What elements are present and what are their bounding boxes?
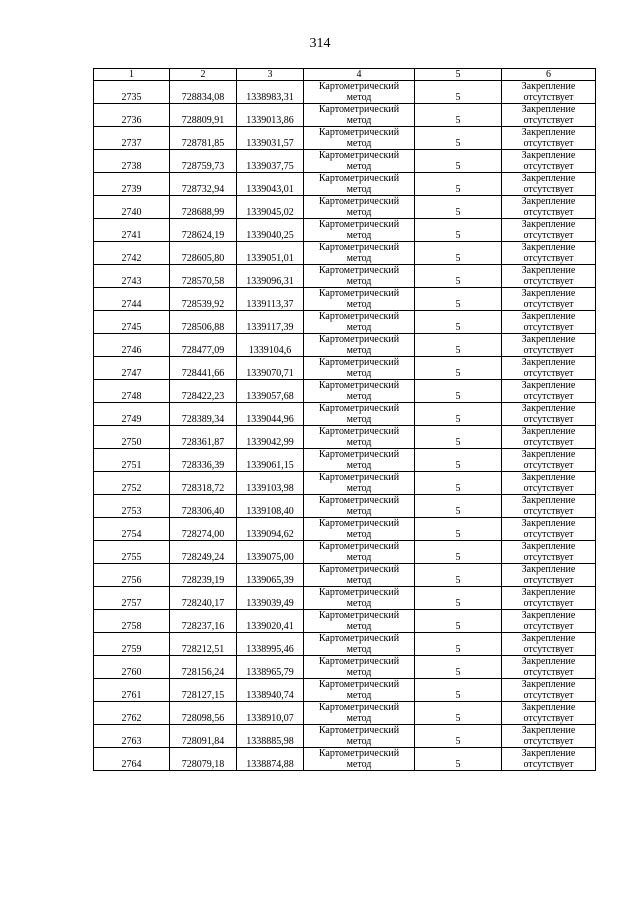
fixing-description-cell: Закрепление отсутствует <box>502 633 596 656</box>
accuracy-cell: 5 <box>415 196 502 219</box>
y-coordinate-cell: 1339051,01 <box>237 242 304 265</box>
y-coordinate-cell: 1338910,07 <box>237 702 304 725</box>
fixing-description-cell: Закрепление отсутствует <box>502 702 596 725</box>
y-coordinate-cell: 1339044,96 <box>237 403 304 426</box>
x-coordinate-cell: 728422,23 <box>170 380 237 403</box>
accuracy-cell: 5 <box>415 334 502 357</box>
point-number-cell: 2753 <box>94 495 170 518</box>
x-coordinate-cell: 728274,00 <box>170 518 237 541</box>
x-coordinate-cell: 728156,24 <box>170 656 237 679</box>
y-coordinate-cell: 1339043,01 <box>237 173 304 196</box>
column-header: 5 <box>415 69 502 81</box>
method-cell: Картометрический метод <box>304 104 415 127</box>
table-row <box>94 633 596 656</box>
x-coordinate-cell: 728605,80 <box>170 242 237 265</box>
point-number-cell: 2761 <box>94 679 170 702</box>
y-coordinate-cell: 1339057,68 <box>237 380 304 403</box>
x-coordinate-cell: 728336,39 <box>170 449 237 472</box>
accuracy-cell: 5 <box>415 656 502 679</box>
point-number-cell: 2749 <box>94 403 170 426</box>
method-cell: Картометрический метод <box>304 357 415 380</box>
fixing-description-cell: Закрепление отсутствует <box>502 426 596 449</box>
table-row <box>94 748 596 771</box>
fixing-description-cell: Закрепление отсутствует <box>502 725 596 748</box>
accuracy-cell: 5 <box>415 748 502 771</box>
accuracy-cell: 5 <box>415 610 502 633</box>
point-number-cell: 2750 <box>94 426 170 449</box>
fixing-description-cell: Закрепление отсутствует <box>502 242 596 265</box>
table-row <box>94 610 596 633</box>
fixing-description-cell: Закрепление отсутствует <box>502 518 596 541</box>
method-cell: Картометрический метод <box>304 265 415 288</box>
point-number-cell: 2758 <box>94 610 170 633</box>
point-number-cell: 2738 <box>94 150 170 173</box>
accuracy-cell: 5 <box>415 587 502 610</box>
accuracy-cell: 5 <box>415 311 502 334</box>
fixing-description-cell: Закрепление отсутствует <box>502 564 596 587</box>
method-cell: Картометрический метод <box>304 196 415 219</box>
fixing-description-cell: Закрепление отсутствует <box>502 173 596 196</box>
table-row <box>94 334 596 357</box>
method-cell: Картометрический метод <box>304 541 415 564</box>
method-cell: Картометрический метод <box>304 748 415 771</box>
point-number-cell: 2739 <box>94 173 170 196</box>
y-coordinate-cell: 1339039,49 <box>237 587 304 610</box>
x-coordinate-cell: 728306,40 <box>170 495 237 518</box>
coordinates-table <box>93 68 596 771</box>
accuracy-cell: 5 <box>415 426 502 449</box>
point-number-cell: 2752 <box>94 472 170 495</box>
method-cell: Картометрический метод <box>304 403 415 426</box>
method-cell: Картометрический метод <box>304 518 415 541</box>
method-cell: Картометрический метод <box>304 449 415 472</box>
table-row <box>94 104 596 127</box>
table-row <box>94 472 596 495</box>
accuracy-cell: 5 <box>415 518 502 541</box>
y-coordinate-cell: 1339070,71 <box>237 357 304 380</box>
accuracy-cell: 5 <box>415 219 502 242</box>
point-number-cell: 2759 <box>94 633 170 656</box>
table-header-row <box>94 69 596 81</box>
method-cell: Картометрический метод <box>304 81 415 104</box>
fixing-description-cell: Закрепление отсутствует <box>502 104 596 127</box>
fixing-description-cell: Закрепление отсутствует <box>502 541 596 564</box>
table-row <box>94 242 596 265</box>
y-coordinate-cell: 1338940,74 <box>237 679 304 702</box>
method-cell: Картометрический метод <box>304 150 415 173</box>
accuracy-cell: 5 <box>415 725 502 748</box>
accuracy-cell: 5 <box>415 495 502 518</box>
fixing-description-cell: Закрепление отсутствует <box>502 288 596 311</box>
point-number-cell: 2748 <box>94 380 170 403</box>
x-coordinate-cell: 728237,16 <box>170 610 237 633</box>
table-row <box>94 265 596 288</box>
point-number-cell: 2754 <box>94 518 170 541</box>
point-number-cell: 2737 <box>94 127 170 150</box>
table-row <box>94 587 596 610</box>
y-coordinate-cell: 1339075,00 <box>237 541 304 564</box>
fixing-description-cell: Закрепление отсутствует <box>502 150 596 173</box>
y-coordinate-cell: 1339042,99 <box>237 426 304 449</box>
fixing-description-cell: Закрепление отсутствует <box>502 265 596 288</box>
x-coordinate-cell: 728506,88 <box>170 311 237 334</box>
point-number-cell: 2757 <box>94 587 170 610</box>
method-cell: Картометрический метод <box>304 242 415 265</box>
accuracy-cell: 5 <box>415 81 502 104</box>
fixing-description-cell: Закрепление отсутствует <box>502 334 596 357</box>
y-coordinate-cell: 1339117,39 <box>237 311 304 334</box>
method-cell: Картометрический метод <box>304 127 415 150</box>
table-row <box>94 656 596 679</box>
y-coordinate-cell: 1339104,6 <box>237 334 304 357</box>
table-row <box>94 495 596 518</box>
table-row <box>94 173 596 196</box>
x-coordinate-cell: 728781,85 <box>170 127 237 150</box>
y-coordinate-cell: 1339013,86 <box>237 104 304 127</box>
y-coordinate-cell: 1338965,79 <box>237 656 304 679</box>
x-coordinate-cell: 728240,17 <box>170 587 237 610</box>
column-header: 6 <box>502 69 596 81</box>
table-row <box>94 541 596 564</box>
y-coordinate-cell: 1339031,57 <box>237 127 304 150</box>
point-number-cell: 2747 <box>94 357 170 380</box>
method-cell: Картометрический метод <box>304 633 415 656</box>
table-row <box>94 426 596 449</box>
x-coordinate-cell: 728834,08 <box>170 81 237 104</box>
x-coordinate-cell: 728477,09 <box>170 334 237 357</box>
table-row <box>94 380 596 403</box>
method-cell: Картометрический метод <box>304 702 415 725</box>
method-cell: Картометрический метод <box>304 311 415 334</box>
method-cell: Картометрический метод <box>304 426 415 449</box>
accuracy-cell: 5 <box>415 104 502 127</box>
table-row <box>94 403 596 426</box>
fixing-description-cell: Закрепление отсутствует <box>502 748 596 771</box>
x-coordinate-cell: 728091,84 <box>170 725 237 748</box>
method-cell: Картометрический метод <box>304 564 415 587</box>
x-coordinate-cell: 728809,91 <box>170 104 237 127</box>
accuracy-cell: 5 <box>415 541 502 564</box>
y-coordinate-cell: 1339094,62 <box>237 518 304 541</box>
y-coordinate-cell: 1339113,37 <box>237 288 304 311</box>
x-coordinate-cell: 728732,94 <box>170 173 237 196</box>
x-coordinate-cell: 728361,87 <box>170 426 237 449</box>
y-coordinate-cell: 1339065,39 <box>237 564 304 587</box>
x-coordinate-cell: 728539,92 <box>170 288 237 311</box>
table-row <box>94 150 596 173</box>
table-row <box>94 127 596 150</box>
x-coordinate-cell: 728239,19 <box>170 564 237 587</box>
accuracy-cell: 5 <box>415 242 502 265</box>
accuracy-cell: 5 <box>415 265 502 288</box>
method-cell: Картометрический метод <box>304 610 415 633</box>
accuracy-cell: 5 <box>415 403 502 426</box>
accuracy-cell: 5 <box>415 127 502 150</box>
y-coordinate-cell: 1338995,46 <box>237 633 304 656</box>
method-cell: Картометрический метод <box>304 472 415 495</box>
point-number-cell: 2736 <box>94 104 170 127</box>
method-cell: Картометрический метод <box>304 173 415 196</box>
x-coordinate-cell: 728688,99 <box>170 196 237 219</box>
x-coordinate-cell: 728098,56 <box>170 702 237 725</box>
point-number-cell: 2760 <box>94 656 170 679</box>
y-coordinate-cell: 1339108,40 <box>237 495 304 518</box>
x-coordinate-cell: 728079,18 <box>170 748 237 771</box>
x-coordinate-cell: 728624,19 <box>170 219 237 242</box>
fixing-description-cell: Закрепление отсутствует <box>502 610 596 633</box>
fixing-description-cell: Закрепление отсутствует <box>502 196 596 219</box>
accuracy-cell: 5 <box>415 702 502 725</box>
y-coordinate-cell: 1339037,75 <box>237 150 304 173</box>
column-header: 1 <box>94 69 170 81</box>
accuracy-cell: 5 <box>415 633 502 656</box>
point-number-cell: 2740 <box>94 196 170 219</box>
x-coordinate-cell: 728441,66 <box>170 357 237 380</box>
point-number-cell: 2742 <box>94 242 170 265</box>
fixing-description-cell: Закрепление отсутствует <box>502 495 596 518</box>
x-coordinate-cell: 728759,73 <box>170 150 237 173</box>
fixing-description-cell: Закрепление отсутствует <box>502 357 596 380</box>
x-coordinate-cell: 728249,24 <box>170 541 237 564</box>
accuracy-cell: 5 <box>415 357 502 380</box>
accuracy-cell: 5 <box>415 380 502 403</box>
point-number-cell: 2741 <box>94 219 170 242</box>
y-coordinate-cell: 1339096,31 <box>237 265 304 288</box>
table-row <box>94 81 596 104</box>
point-number-cell: 2744 <box>94 288 170 311</box>
accuracy-cell: 5 <box>415 288 502 311</box>
method-cell: Картометрический метод <box>304 725 415 748</box>
table-row <box>94 196 596 219</box>
table-row <box>94 725 596 748</box>
accuracy-cell: 5 <box>415 173 502 196</box>
table-row <box>94 219 596 242</box>
y-coordinate-cell: 1338885,98 <box>237 725 304 748</box>
table-row <box>94 449 596 472</box>
method-cell: Картометрический метод <box>304 587 415 610</box>
x-coordinate-cell: 728127,15 <box>170 679 237 702</box>
point-number-cell: 2735 <box>94 81 170 104</box>
fixing-description-cell: Закрепление отсутствует <box>502 311 596 334</box>
point-number-cell: 2756 <box>94 564 170 587</box>
column-header: 4 <box>304 69 415 81</box>
table-row <box>94 288 596 311</box>
x-coordinate-cell: 728570,58 <box>170 265 237 288</box>
table-row <box>94 564 596 587</box>
point-number-cell: 2745 <box>94 311 170 334</box>
fixing-description-cell: Закрепление отсутствует <box>502 472 596 495</box>
method-cell: Картометрический метод <box>304 334 415 357</box>
point-number-cell: 2755 <box>94 541 170 564</box>
accuracy-cell: 5 <box>415 564 502 587</box>
fixing-description-cell: Закрепление отсутствует <box>502 679 596 702</box>
method-cell: Картометрический метод <box>304 219 415 242</box>
table-row <box>94 679 596 702</box>
table-row <box>94 518 596 541</box>
fixing-description-cell: Закрепление отсутствует <box>502 449 596 472</box>
fixing-description-cell: Закрепление отсутствует <box>502 587 596 610</box>
method-cell: Картометрический метод <box>304 679 415 702</box>
accuracy-cell: 5 <box>415 679 502 702</box>
accuracy-cell: 5 <box>415 449 502 472</box>
x-coordinate-cell: 728212,51 <box>170 633 237 656</box>
y-coordinate-cell: 1339061,15 <box>237 449 304 472</box>
accuracy-cell: 5 <box>415 472 502 495</box>
fixing-description-cell: Закрепление отсутствует <box>502 127 596 150</box>
method-cell: Картометрический метод <box>304 380 415 403</box>
method-cell: Картометрический метод <box>304 495 415 518</box>
point-number-cell: 2746 <box>94 334 170 357</box>
fixing-description-cell: Закрепление отсутствует <box>502 380 596 403</box>
point-number-cell: 2751 <box>94 449 170 472</box>
column-header: 3 <box>237 69 304 81</box>
fixing-description-cell: Закрепление отсутствует <box>502 656 596 679</box>
y-coordinate-cell: 1339020,41 <box>237 610 304 633</box>
column-header: 2 <box>170 69 237 81</box>
page-number: 314 <box>309 36 331 51</box>
point-number-cell: 2743 <box>94 265 170 288</box>
point-number-cell: 2764 <box>94 748 170 771</box>
method-cell: Картометрический метод <box>304 656 415 679</box>
table-row <box>94 702 596 725</box>
x-coordinate-cell: 728318,72 <box>170 472 237 495</box>
method-cell: Картометрический метод <box>304 288 415 311</box>
point-number-cell: 2763 <box>94 725 170 748</box>
y-coordinate-cell: 1339045,02 <box>237 196 304 219</box>
y-coordinate-cell: 1339040,25 <box>237 219 304 242</box>
fixing-description-cell: Закрепление отсутствует <box>502 219 596 242</box>
accuracy-cell: 5 <box>415 150 502 173</box>
point-number-cell: 2762 <box>94 702 170 725</box>
x-coordinate-cell: 728389,34 <box>170 403 237 426</box>
table-row <box>94 311 596 334</box>
y-coordinate-cell: 1338983,31 <box>237 81 304 104</box>
y-coordinate-cell: 1339103,98 <box>237 472 304 495</box>
y-coordinate-cell: 1338874,88 <box>237 748 304 771</box>
fixing-description-cell: Закрепление отсутствует <box>502 403 596 426</box>
table-row <box>94 357 596 380</box>
fixing-description-cell: Закрепление отсутствует <box>502 81 596 104</box>
